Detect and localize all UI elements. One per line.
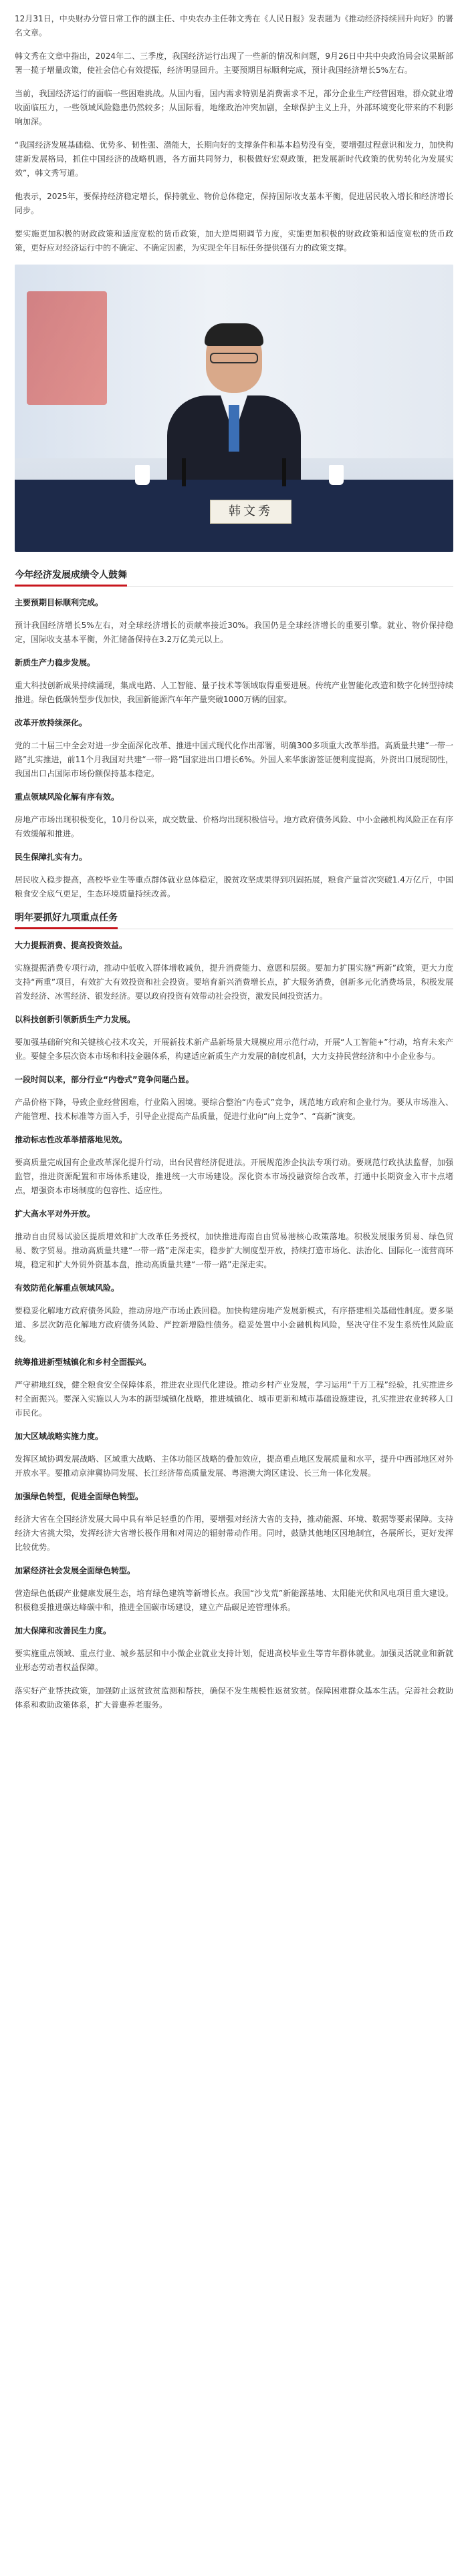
paragraph: 产品价格下降，导致企业经营困难，行业陷入困境。要综合整治“内卷式”竞争，规范地方政府和企业行为。要从市场准入、产能管理、技术标准等方面入手，引导企业提高产品质量，促进行业向“向上竞争”、“高新”演变。: [15, 1098, 453, 1121]
subheading: 民生保障扎实有力。: [15, 852, 88, 862]
paragraph: 韩文秀在文章中指出，2024年二、三季度，我国经济运行出现了一些新的情况和问题，9月26日中共中央政治局会议果断部署一揽子增量政策，使社会信心有效提振，经济明显回升。主要预期目标顺利完成，预计我国经济增长5%左右。: [15, 51, 453, 75]
subheading: 改革开放持续深化。: [15, 718, 88, 728]
subheading: 加强绿色转型，促进全面绿色转型。: [15, 1492, 144, 1501]
paragraph: “我国经济发展基础稳、优势多、韧性强、潜能大，长期向好的支撑条件和基本趋势没有变，要增强过程意识和发力，加快构建新发展格局，抓住中国经济的战略机遇，各方面共同努力，积极做好宏观政策，把发展新时代政策的优势转化为发展实效”，韩文秀写道。: [15, 140, 453, 178]
speaker-figure: [167, 326, 301, 493]
subheading: 加紧经济社会发展全面绿色转型。: [15, 1566, 136, 1575]
microphone-icon: [282, 458, 286, 486]
paragraph: 他表示，2025年，要保持经济稳定增长，保持就业、物价总体稳定，保持国际收支基本平衡，促进居民收入增长和经济增长同步。: [15, 192, 453, 215]
tea-cup-icon: [329, 465, 344, 485]
paragraph: 要加强基础研究和关键核心技术攻关，开展新技术新产品新场景大规模应用示范行动，开展“人工智能+”行动，培育未来产业。要健全多层次资本市场和科技金融体系，构建适应新质生产力发展的制度机制，大力支持民营经济和中小企业参与。: [15, 1037, 453, 1061]
paragraph: 12月31日，中央财办分管日常工作的副主任、中央农办主任韩文秀在《人民日报》发表题为《推动经济持续回升向好》的署名文章。: [15, 14, 453, 37]
paragraph: 严守耕地红线，健全粮食安全保障体系，推进农业现代化建设。推动乡村产业发展，学习运用“千万工程”经验，扎实推进乡村全面振兴。要深入实施以人为本的新型城镇化战略，推进城镇化、城市更新和城市基础设施建设，扎实推进农业转移人口市民化。: [15, 1380, 453, 1418]
speaker-photo: [15, 265, 453, 552]
glasses: [210, 353, 258, 363]
hair: [205, 323, 263, 346]
subheading: 重点领域风险化解有序有效。: [15, 792, 120, 802]
subheading: 有效防范化解重点领域风险。: [15, 1283, 120, 1293]
section-tasks: [15, 911, 453, 929]
paragraph: 落实好产业帮扶政策，加强防止返贫致贫监测和帮扶，确保不发生规模性返贫致贫。保障困难群众基本生活。完善社会救助体系和救助政策体系，扩大普惠养老服务。: [15, 1686, 453, 1710]
section-title: 今年经济发展成绩令人鼓舞: [15, 568, 453, 587]
tea-cup-icon: [135, 465, 150, 485]
paragraph: 预计我国经济增长5%左右，对全球经济增长的贡献率接近30%。我国仍是全球经济增长的重要引擎。就业、物价保持稳定，国际收支基本平衡，外汇储备保持在3.2万亿美元以上。: [15, 621, 453, 644]
paragraph: 重大科技创新成果持续涌现，集成电路、人工智能、量子技术等领域取得重要进展。传统产业智能化改造和数字化转型持续推进。绿色低碳转型步伐加快，我国新能源汽车年产量突破1000万辆的国家。: [15, 681, 453, 704]
paragraph: 房地产市场出现积极变化，10月份以来，成交数量、价格均出现积极信号。地方政府债务风险、中小金融机构风险正在有序有效缓解和推进。: [15, 815, 453, 838]
subheading: 加大保障和改善民生力度。: [15, 1626, 112, 1635]
paragraph: 营造绿色低碳产业健康发展生态，培育绿色建筑等新增长点。我国“沙戈荒”新能源基地、太阳能光伏和风电项目重大建设。积极稳妥推进碳达峰碳中和，推进全国碳市场建设，建立产品碳足迹管理体系。: [15, 1589, 453, 1612]
paragraph: 要高质量完成国有企业改革深化提升行动，出台民营经济促进法。开展规范涉企执法专项行动。要规范行政执法监督，加强监管，推进资源配置和市场体系建设，推进统一大市场建设。深化资本市场投融资综合改革，打通中长期资金入市卡点堵点，增强资本市场制度的包容性、适应性。: [15, 1158, 453, 1195]
subheading: 主要预期目标顺利完成。: [15, 598, 104, 607]
subheading: 新质生产力稳步发展。: [15, 658, 96, 667]
subheading: 一段时间以来，部分行业“内卷式”竞争问题凸显。: [15, 1075, 194, 1084]
paragraph: 推动自由贸易试验区提质增效和扩大改革任务授权，加快推进海南自由贸易港核心政策落地。积极发展服务贸易、绿色贸易、数字贸易。推动高质量共建“一带一路”走深走实，稳步扩大制度型开放，持续打造市场化、法治化、国际化一流营商环境，稳定和扩大外贸外资基本盘，推动高质量共建“一带一路”走深走实。: [15, 1232, 453, 1269]
paragraph: 要实施重点领域、重点行业、城乡基层和中小微企业就业支持计划，促进高校毕业生等青年群体就业。加强灵活就业和新就业形态劳动者权益保障。: [15, 1649, 453, 1672]
paragraph: 经济大省在全国经济发展大局中具有举足轻重的作用，要增强对经济大省的支持，推动能源、环境、数据等要素保障。支持经济大省挑大梁，发挥经济大省增长极作用和对周边的辐射带动作用。同时，鼓励其他地区因地制宜，各展所长，更好发挥比较优势。: [15, 1514, 453, 1552]
paragraph: 当前，我国经济运行的面临一些困难挑战。从国内看，国内需求特别是消费需求不足，部分企业生产经营困难，群众就业增收面临压力，一些领域风险隐患仍然较多；从国际看，地缘政治冲突加剧，全球保护主义上升，外部环境变化带来的不利影响加深。: [15, 89, 453, 126]
subheading: 扩大高水平对外开放。: [15, 1209, 96, 1219]
paragraph: 居民收入稳步提高，高校毕业生等重点群体就业总体稳定，脱贫攻坚成果得到巩固拓展，粮食产量首次突破1.4万亿斤，中国粮食安全底气更足，生态环境质量持续改善。: [15, 875, 453, 899]
paragraph: 要稳妥化解地方政府债务风险，推动房地产市场止跌回稳。加快构建房地产发展新模式，有序搭建相关基础性制度。要多渠道、多层次防范化解地方政府债务风险、严控新增隐性债务。稳妥处置中小金融机构风险，坚决守住不发生系统性风险底线。: [15, 1306, 453, 1343]
paragraph: 实施提振消费专项行动，推动中低收入群体增收减负，提升消费能力、意愿和层级。要加力扩围实施“两新”政策，更大力度支持“两重”项目，有效扩大有效投资和社会投资。要培育新兴消费增长点，扩大服务消费，创新多元化消费场景，积极发展首发经济、冰雪经济、银发经济。要以政府投资有效带动社会投资，激发民间投资活力。: [15, 963, 453, 1001]
nameplate: 韩文秀: [210, 500, 291, 524]
subheading: 大力提振消费、提高投资效益。: [15, 941, 128, 950]
paragraph: 党的二十届三中全会对进一步全面深化改革、推进中国式现代化作出部署，明确300多项重大改革举措。高质量共建“一带一路”扎实推进，前11个月我国对共建“一带一路”国家进出口增长6%。外国人来华旅游签证便利度提高，外资出口展现韧性，我国出口占国际市场份额保持基本稳定。: [15, 741, 453, 778]
paragraph: 要实施更加积极的财政政策和适度宽松的货币政策，加大逆周期调节力度，实施更加积极的财政政策和适度宽松的货币政策，更好应对经济运行中的不确定、不确定因素，为实现全年目标任务提供强有力的政策支撑。: [15, 229, 453, 253]
subheading: 以科技创新引领新质生产力发展。: [15, 1015, 136, 1024]
section-achievements: [15, 568, 453, 587]
section-title: 明年要抓好九项重点任务: [15, 911, 453, 929]
subheading: 加大区域战略实施力度。: [15, 1432, 104, 1441]
subheading: 推动标志性改革举措落地见效。: [15, 1135, 128, 1144]
subheading: 统筹推进新型城镇化和乡村全面振兴。: [15, 1357, 152, 1367]
paragraph: 发挥区域协调发展战略、区域重大战略、主体功能区战略的叠加效应，提高重点地区发展质量和水平，提升中西部地区对外开放水平。要推动京津冀协同发展、长江经济带高质量发展、粤港澳大湾区建设、长三角一体化发展。: [15, 1454, 453, 1478]
photo-backdrop-red: [27, 291, 107, 405]
tie: [229, 405, 239, 452]
microphone-icon: [182, 458, 186, 486]
